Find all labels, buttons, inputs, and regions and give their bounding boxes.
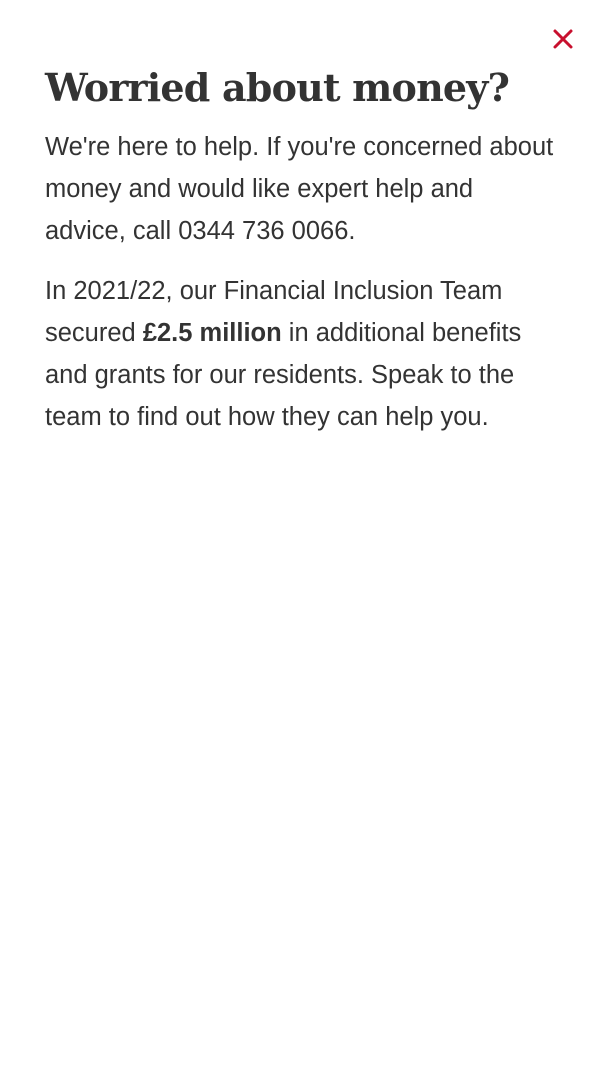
paragraph-text-after: in additional benefits and grants for our residents. Speak to the team to find out how they can help you. bbox=[45, 319, 522, 431]
help-paragraph: We're here to help. If you're concerned about money and would like expert help and advice, call 0344 736 0066. bbox=[45, 133, 554, 245]
close-icon bbox=[552, 28, 574, 50]
close-button[interactable] bbox=[550, 26, 576, 52]
paragraph-text-before: In 2021/22, our Financial Inclusion Team secured bbox=[45, 277, 503, 347]
financial-inclusion-paragraph bbox=[45, 270, 556, 438]
modal-title: Worried about money? bbox=[45, 65, 510, 110]
amount-highlight: £2.5 million bbox=[142, 319, 282, 347]
